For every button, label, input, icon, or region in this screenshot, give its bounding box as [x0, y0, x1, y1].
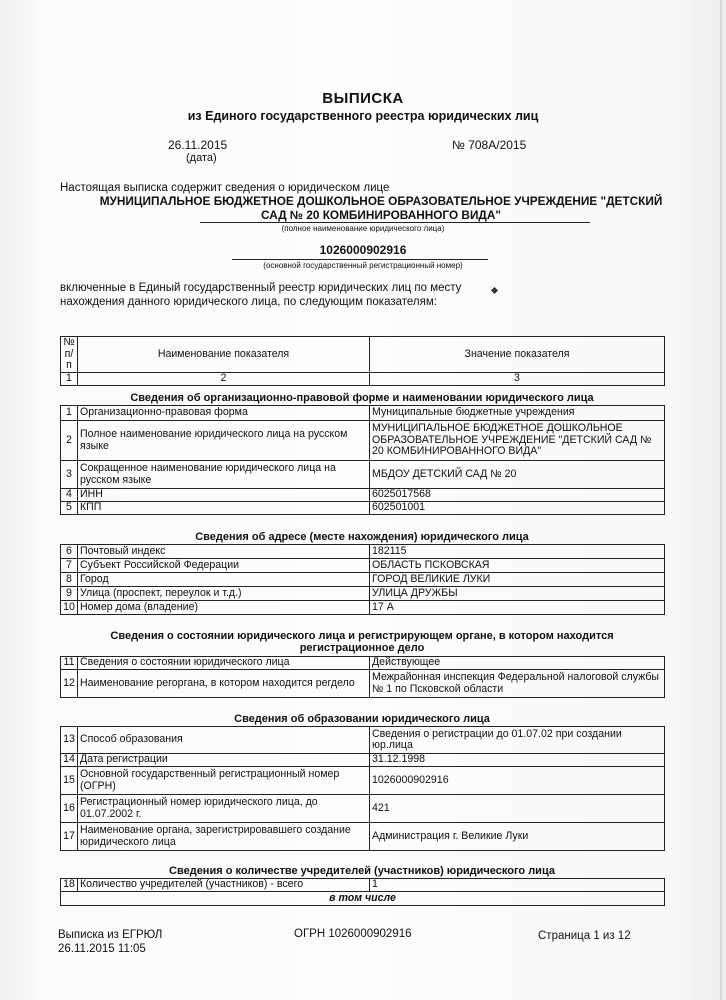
section-title: Сведения о состоянии юридического лица и регистрирующем органе, в котором находится регистрационное дело — [110, 630, 614, 654]
table-row — [61, 502, 665, 515]
ogrn-value: 1026000902916 — [319, 243, 407, 257]
table-row — [61, 573, 665, 587]
row-value: Действующее — [370, 657, 665, 670]
row-value: 17 А — [370, 601, 665, 615]
row-value: МБДОУ ДЕТСКИЙ САД № 20 — [370, 461, 665, 489]
row-name: Регистрационный номер юридического лица, до 01.07.2002 г. — [78, 795, 370, 823]
org-name-rule — [200, 222, 590, 223]
row-value: УЛИЦА ДРУЖБЫ — [370, 587, 665, 601]
col-num-header: № п/п — [61, 337, 78, 373]
row-name: Сведения о состоянии юридического лица — [78, 657, 370, 670]
section-title: Сведения о количестве учредителей (участников) юридического лица — [169, 865, 555, 877]
row-value: 421 — [370, 795, 665, 823]
row-number: 9 — [61, 587, 78, 601]
row-name: Номер дома (владение) — [78, 601, 370, 615]
table-row — [61, 421, 665, 461]
row-value: Межрайонная инспекция Федеральной налоговой службы № 1 по Псковской области — [370, 670, 665, 698]
row-value: 6025017568 — [370, 489, 665, 502]
table-row — [61, 489, 665, 502]
column-header-table — [60, 336, 665, 386]
section-table — [60, 878, 665, 906]
table-row — [61, 587, 665, 601]
row-number: 12 — [61, 670, 78, 698]
ogrn-rule — [232, 259, 488, 260]
row-value: 31.12.1998 — [370, 754, 665, 767]
footer-page-number: Страница 1 из 12 — [538, 930, 631, 942]
in-that-number-label: в том числе — [61, 892, 665, 906]
row-number: 4 — [61, 489, 78, 502]
document-title: ВЫПИСКА — [322, 90, 404, 107]
footer-extract-info — [58, 928, 162, 956]
row-name: Сокращенное наименование юридического лица на русском языке — [78, 461, 370, 489]
included-text — [60, 281, 461, 309]
row-name: Дата регистрации — [78, 754, 370, 767]
row-name: ИНН — [78, 489, 370, 502]
col-index-2: 2 — [78, 372, 370, 385]
table-row — [61, 601, 665, 615]
col-name-header: Наименование показателя — [78, 337, 370, 373]
column-index-row — [61, 372, 665, 385]
table-row — [61, 767, 665, 795]
row-number: 1 — [61, 406, 78, 421]
table-row — [61, 754, 665, 767]
table-row — [61, 879, 665, 892]
col-index-1: 1 — [61, 372, 78, 385]
column-header-row — [61, 337, 665, 373]
page-edge — [720, 0, 722, 1000]
table-row — [61, 559, 665, 573]
row-number: 11 — [61, 657, 78, 670]
included-line-1: включенные в Единый государственный реестр юридических лиц по месту — [60, 282, 462, 294]
row-number: 17 — [61, 823, 78, 851]
document-date: 26.11.2015 — [168, 138, 228, 152]
row-value: 602501001 — [370, 502, 665, 515]
row-name: Полное наименование юридического лица на русском языке — [78, 421, 370, 461]
row-number: 15 — [61, 767, 78, 795]
table-row — [61, 461, 665, 489]
row-value: ГОРОД ВЕЛИКИЕ ЛУКИ — [370, 573, 665, 587]
org-full-name: МУНИЦИПАЛЬНОЕ БЮДЖЕТНОЕ ДОШКОЛЬНОЕ ОБРАЗОВАТЕЛЬНОЕ УЧРЕЖДЕНИЕ "ДЕТСКИЙ САД № 20 КОМБИНИРОВАННОГО ВИДА" — [99, 194, 663, 222]
table-row — [61, 670, 665, 698]
subheader-row — [61, 892, 665, 906]
row-value: 182115 — [370, 545, 665, 559]
footer-ogrn: ОГРН 1026000902916 — [294, 928, 412, 940]
section-table — [60, 726, 665, 851]
row-number: 13 — [61, 727, 78, 754]
section-table — [60, 405, 665, 515]
row-number: 6 — [61, 545, 78, 559]
table-row — [61, 657, 665, 670]
footer-extract-label: Выписка из ЕГРЮЛ — [58, 929, 163, 941]
row-name: КПП — [78, 502, 370, 515]
section-table — [60, 544, 665, 615]
row-name: Наименование регоргана, в котором находится регдело — [78, 670, 370, 698]
section-title: Сведения об образовании юридического лица — [234, 713, 490, 725]
col-value-header: Значение показателя — [370, 337, 665, 373]
row-value: Муниципальные бюджетные учреждения — [370, 406, 665, 421]
row-value: МУНИЦИПАЛЬНОЕ БЮДЖЕТНОЕ ДОШКОЛЬНОЕ ОБРАЗОВАТЕЛЬНОЕ УЧРЕЖДЕНИЕ "ДЕТСКИЙ САД № 20 КОМБИНИРОВАННОГО ВИДА" — [370, 421, 665, 461]
row-name: Почтовый индекс — [78, 545, 370, 559]
row-value: ОБЛАСТЬ ПСКОВСКАЯ — [370, 559, 665, 573]
table-row — [61, 406, 665, 421]
row-number: 5 — [61, 502, 78, 515]
included-line-2: нахождения данного юридического лица, по следующим показателям: — [60, 296, 437, 308]
row-name: Город — [78, 573, 370, 587]
row-number: 16 — [61, 795, 78, 823]
document-number: № 708А/2015 — [452, 138, 527, 152]
ogrn-caption: (основной государственный регистрационный номер) — [263, 261, 463, 270]
row-number: 8 — [61, 573, 78, 587]
row-number: 10 — [61, 601, 78, 615]
row-name: Наименование органа, зарегистрировавшего создание юридического лица — [78, 823, 370, 851]
row-number: 7 — [61, 559, 78, 573]
footer-timestamp: 26.11.2015 11:05 — [58, 943, 146, 955]
row-number: 2 — [61, 421, 78, 461]
table-row — [61, 545, 665, 559]
section-title: Сведения об адресе (месте нахождения) юридического лица — [195, 531, 529, 543]
row-value: 1026000902916 — [370, 767, 665, 795]
col-index-3: 3 — [370, 372, 665, 385]
row-value: Администрация г. Великие Луки — [370, 823, 665, 851]
row-name: Способ образования — [78, 727, 370, 754]
section-title: Сведения об организационно-правовой форме и наименовании юридического лица — [130, 392, 594, 404]
row-name: Субъект Российской Федерации — [78, 559, 370, 573]
document-subtitle: из Единого государственного реестра юридических лиц — [187, 109, 539, 123]
row-value: Сведения о регистрации до 01.07.02 при создании юр.лица — [370, 727, 665, 754]
row-value: 1 — [370, 879, 665, 892]
scan-mark — [491, 287, 498, 294]
row-name: Улица (проспект, переулок и т.д.) — [78, 587, 370, 601]
section-table — [60, 656, 665, 698]
table-row — [61, 795, 665, 823]
row-name: Количество учредителей (участников) - всего — [78, 879, 370, 892]
org-name-caption: (полное наименование юридического лица) — [281, 224, 445, 233]
intro-text: Настоящая выписка содержит сведения о юридическом лице — [60, 182, 390, 194]
table-row — [61, 823, 665, 851]
date-caption: (дата) — [186, 152, 217, 164]
table-row — [61, 727, 665, 754]
row-number: 18 — [61, 879, 78, 892]
row-name: Организационно-правовая форма — [78, 406, 370, 421]
row-name: Основной государственный регистрационный номер (ОГРН) — [78, 767, 370, 795]
row-number: 14 — [61, 754, 78, 767]
row-number: 3 — [61, 461, 78, 489]
